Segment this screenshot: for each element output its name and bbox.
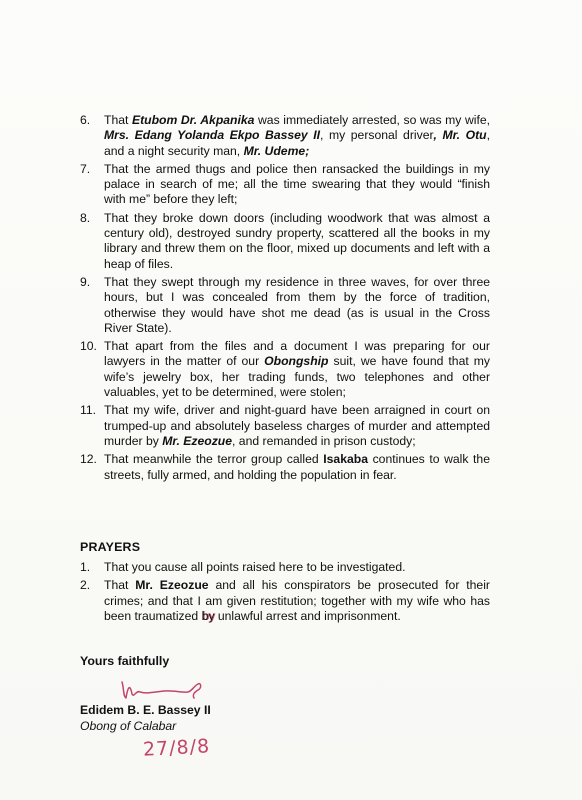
prayers-heading: PRAYERS: [80, 540, 141, 554]
text-run: was immediately arrested, so was my wife,: [254, 113, 491, 127]
numbered-point-text: [104, 162, 490, 208]
numbered-point: [80, 211, 490, 272]
closing-line: Yours faithfully: [80, 654, 170, 668]
prayer-item: [80, 578, 490, 624]
prayer-item-number: 2.: [80, 578, 91, 593]
text-run: , and a night security man,: [104, 128, 490, 158]
numbered-point: [80, 339, 490, 400]
text-run: and all his conspirators be prosecuted for their crimes; and that I am given restitution; together with my wife who has been traumatized: [104, 578, 490, 623]
text-run: unlawful arrest and imprisonment.: [214, 608, 401, 623]
text-run: , and remanded in prison custody;: [232, 433, 416, 448]
text-run: Mr. Ezeozue: [135, 578, 209, 593]
text-run: That: [104, 113, 132, 127]
text-run: That my wife, driver and night-guard have been arraigned in court on trumped-up and absolutely baseless charges of murder and attempted murder by: [104, 403, 490, 448]
numbered-point: [80, 403, 490, 449]
handwritten-date: 27/8/8: [142, 735, 211, 761]
text-run: That they broke down doors (including woodwork that was almost a century old), destroyed sundry property, scattered all the books in my library and threw them on the floor, mixed up documents and left with a heap of files.: [104, 210, 490, 271]
prayer-item: [80, 560, 490, 575]
numbered-point-number: 10.: [80, 339, 97, 354]
numbered-point: [80, 275, 490, 336]
numbered-point-text: [104, 452, 490, 483]
numbered-point-number: 11.: [80, 403, 97, 418]
signatory-name: Edidem B. E. Bassey II: [80, 703, 211, 717]
signatory-title: Obong of Calabar: [80, 719, 177, 733]
text-run: Isakaba: [323, 452, 368, 467]
numbered-point-number: 7.: [80, 161, 91, 176]
text-run: Mr. Udeme;: [243, 143, 310, 158]
numbered-point-number: 6.: [80, 113, 91, 127]
handwritten-signature: [118, 676, 218, 704]
text-run: Etubom Dr. Akpanika: [131, 113, 255, 127]
numbered-point-text: [104, 113, 490, 159]
numbered-point: [80, 452, 490, 483]
text-run: That meanwhile the terror group called: [104, 452, 324, 467]
text-run: That apart from the files and a document I was preparing for our lawyers in the matter of our: [104, 339, 490, 369]
text-run: That: [104, 578, 136, 593]
text-run: That the armed thugs and police then ransacked the buildings in my palace in search of me; all the time swearing that they would “finish with me” before they left;: [104, 161, 490, 207]
prayer-item-number: 1.: [80, 560, 91, 574]
numbered-point-text: [104, 403, 490, 449]
text-run: Obongship: [264, 354, 329, 369]
numbered-point-number: 8.: [80, 210, 91, 225]
text-run: suit, we have found that my wife’s jewelry box, her trading funds, two telephones and other valuables, yet to be determined, were stolen;: [104, 354, 490, 400]
numbered-point-number: 12.: [80, 452, 97, 467]
text-run: , my personal driver: [320, 128, 434, 143]
text-run: Mrs. Edang Yolanda Ekpo Bassey II: [104, 128, 321, 143]
text-run: by: [201, 608, 215, 623]
text-run: That you cause all points raised here to be investigated.: [104, 560, 406, 574]
prayer-item-text: [104, 578, 490, 624]
numbered-point-text: [104, 339, 490, 400]
numbered-point-text: [104, 275, 490, 336]
text-run: Mr. Ezeozue: [162, 433, 233, 448]
numbered-point: [80, 113, 490, 159]
prayers-list: [80, 560, 490, 627]
prayer-item-text: [104, 560, 490, 575]
text-run: , Mr. Otu: [433, 128, 487, 143]
numbered-point-text: [104, 211, 490, 272]
text-run: That they swept through my residence in three waves, for over three hours, but I was concealed from them by the force of tradition, otherwise they would have shot me dead (as is usual in the Cross River State).: [104, 274, 490, 335]
numbered-points: [80, 113, 490, 486]
numbered-point: [80, 162, 490, 208]
text-run: continues to walk the streets, fully armed, and holding the population in fear.: [104, 452, 490, 482]
numbered-point-number: 9.: [80, 274, 91, 289]
